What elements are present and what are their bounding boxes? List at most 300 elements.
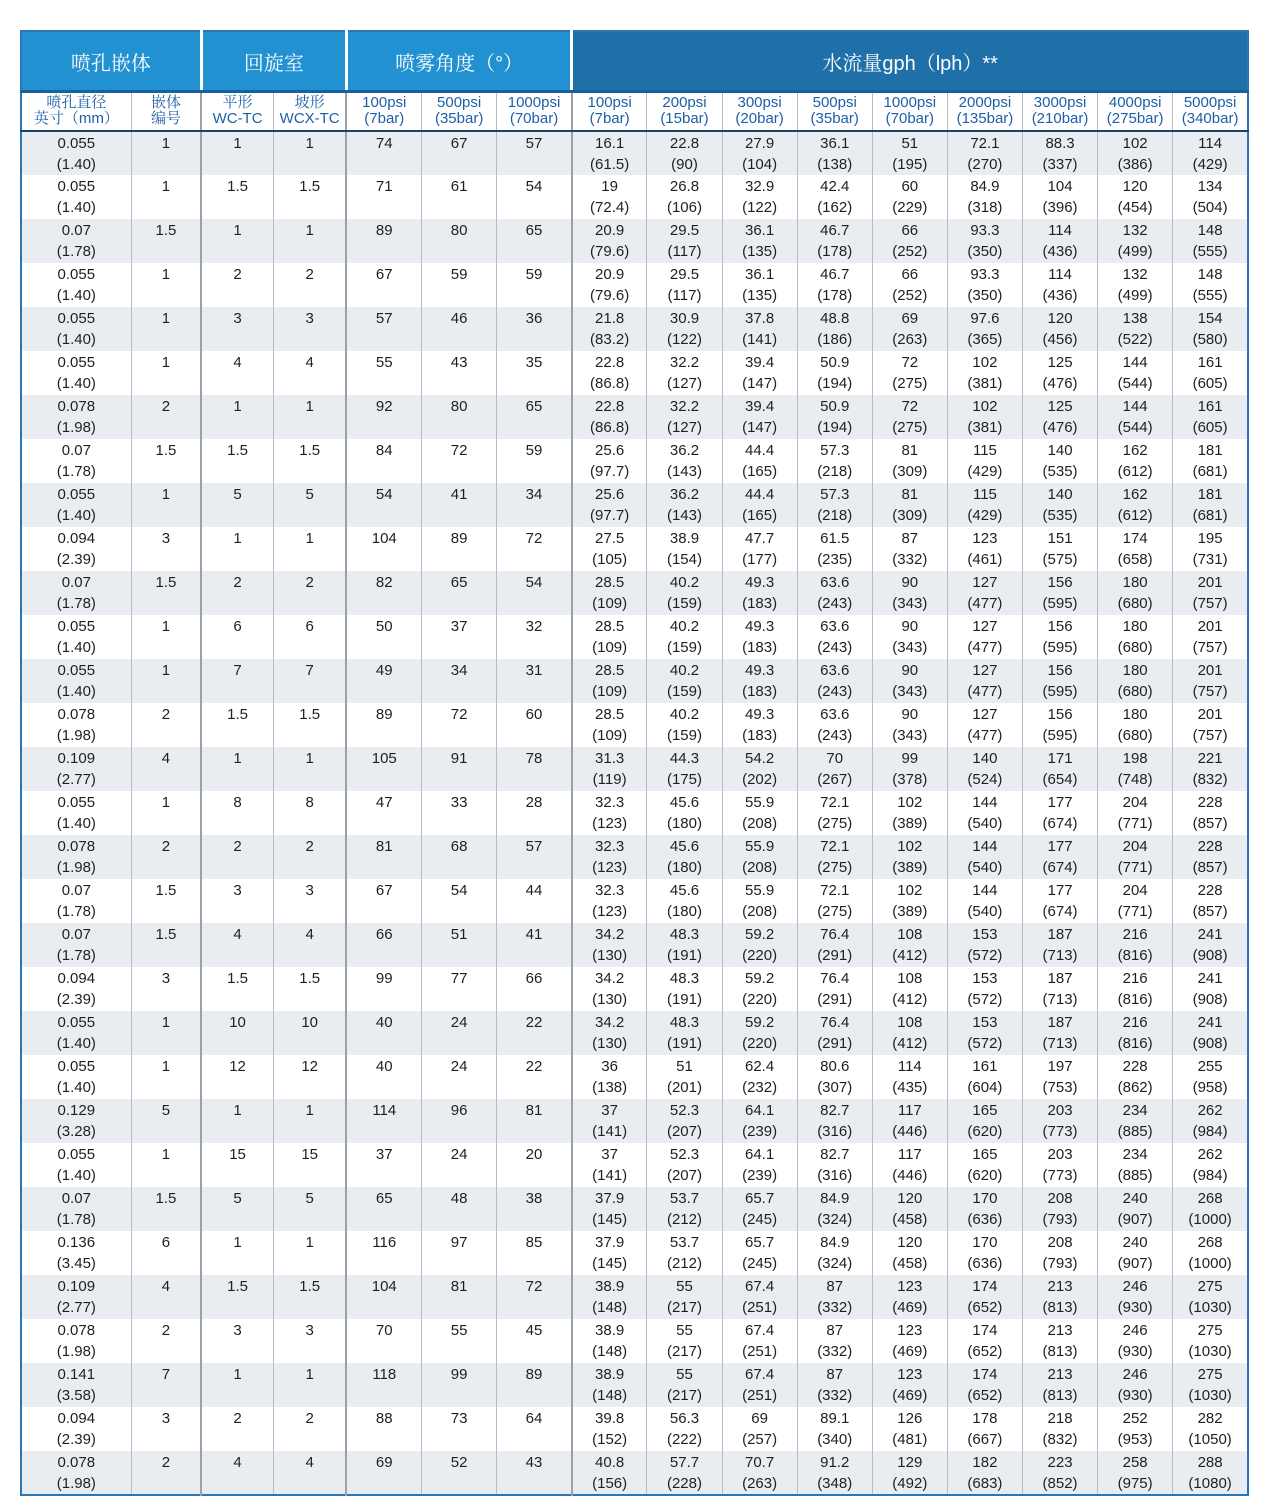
- table-cell: [131, 879, 201, 923]
- table-cell: [572, 791, 647, 835]
- cell-line: 20: [525, 1146, 543, 1163]
- cell-line: 33: [450, 794, 468, 811]
- table-cell: [872, 923, 947, 967]
- table-row: [21, 1143, 1248, 1187]
- cell-line: 3: [161, 530, 171, 547]
- table-cell: [346, 131, 421, 175]
- cell-line: 148: [1197, 266, 1223, 283]
- table-cell: [572, 879, 647, 923]
- cell-line: 38.9: [595, 1278, 625, 1295]
- cell-line: 22.8: [595, 398, 625, 415]
- cell-line: 32: [525, 618, 543, 635]
- cell-line: 50.9: [820, 398, 850, 415]
- table-cell: [201, 1187, 273, 1231]
- cell-line: (86.8): [590, 419, 630, 436]
- table-cell: [1022, 1451, 1097, 1495]
- cell-line: 197: [1047, 1058, 1073, 1075]
- cell-line: (208): [742, 815, 778, 832]
- cell-line: 90: [901, 662, 919, 679]
- cell-line: 50: [375, 618, 393, 635]
- table-cell: [21, 615, 131, 659]
- cell-line: 1.5: [227, 178, 248, 195]
- table-cell: [1022, 967, 1097, 1011]
- cell-line: 48: [450, 1190, 468, 1207]
- table-cell: [947, 1055, 1022, 1099]
- cell-line: (220): [742, 947, 778, 964]
- table-cell: [1098, 219, 1173, 263]
- cell-line: (857): [1192, 903, 1228, 920]
- table-cell: [201, 1099, 273, 1143]
- table-cell: [131, 923, 201, 967]
- cell-line: 0.136: [57, 1234, 96, 1251]
- table-cell: [131, 659, 201, 703]
- cell-line: (713): [1042, 991, 1078, 1008]
- cell-line: (191): [666, 991, 702, 1008]
- table-cell: [872, 659, 947, 703]
- cell-line: (524): [967, 771, 1003, 788]
- header-line: (275bar): [1106, 110, 1164, 127]
- table-row: [21, 1011, 1248, 1055]
- cell-line: (135): [742, 243, 778, 260]
- cell-line: 3: [233, 882, 242, 899]
- cell-line: (332): [892, 551, 928, 568]
- table-cell: [346, 439, 421, 483]
- table-cell: [572, 967, 647, 1011]
- table-cell: [346, 967, 421, 1011]
- cell-line: (620): [967, 1123, 1003, 1140]
- cell-line: 54: [375, 486, 393, 503]
- cell-line: 40.2: [669, 706, 700, 723]
- table-cell: [422, 835, 497, 879]
- table-cell: [722, 395, 797, 439]
- header-line: WC-TC: [212, 110, 263, 127]
- table-cell: [273, 659, 346, 703]
- table-cell: [273, 351, 346, 395]
- cell-line: 1.5: [299, 442, 321, 459]
- cell-line: 59.2: [745, 1014, 775, 1031]
- cell-line: 187: [1047, 1014, 1073, 1031]
- table-cell: [872, 263, 947, 307]
- table-cell: [346, 527, 421, 571]
- header-line: 300psi: [737, 94, 782, 111]
- cell-line: 41: [450, 486, 468, 503]
- cell-line: 44: [525, 882, 543, 899]
- cell-line: (499): [1117, 243, 1153, 260]
- header-line: (35bar): [434, 110, 484, 127]
- cell-line: 59.2: [745, 970, 775, 987]
- cell-line: 66: [375, 926, 393, 943]
- table-cell: [797, 747, 872, 791]
- cell-line: 2: [233, 1410, 242, 1427]
- cell-line: (389): [892, 859, 928, 876]
- cell-line: (191): [666, 947, 702, 964]
- cell-line: (535): [1042, 463, 1078, 480]
- header-line: 坡形: [294, 94, 325, 111]
- table-cell: [572, 659, 647, 703]
- cell-line: 72.1: [820, 838, 850, 855]
- cell-line: (580): [1192, 331, 1228, 348]
- table-cell: [1098, 1275, 1173, 1319]
- cell-line: 5: [233, 1190, 242, 1207]
- table-cell: [797, 351, 872, 395]
- cell-line: (350): [967, 243, 1003, 260]
- cell-line: (141): [592, 1167, 628, 1184]
- table-cell: [131, 131, 201, 175]
- cell-line: (975): [1117, 1475, 1153, 1492]
- cell-line: (1.78): [56, 595, 96, 612]
- table-cell: [201, 307, 273, 351]
- cell-line: 153: [972, 926, 998, 943]
- table-cell: [1022, 703, 1097, 747]
- cell-line: 120: [897, 1234, 923, 1251]
- table-cell: [201, 1143, 273, 1187]
- cell-line: 1: [305, 750, 314, 767]
- cell-line: 174: [1122, 530, 1148, 547]
- cell-line: 201: [1197, 706, 1223, 723]
- table-cell: [201, 527, 273, 571]
- cell-line: 45.6: [669, 838, 700, 855]
- table-cell: [1022, 1407, 1097, 1451]
- table-cell: [947, 1143, 1022, 1187]
- cell-line: 208: [1047, 1190, 1073, 1207]
- table-cell: [497, 923, 572, 967]
- table-cell: [647, 1011, 722, 1055]
- table-cell: [21, 175, 131, 219]
- cell-line: 97.6: [970, 310, 1000, 327]
- cell-line: 63.6: [820, 706, 850, 723]
- cell-line: 129: [897, 1454, 923, 1471]
- column-header-flow-500psi: [797, 92, 872, 132]
- table-cell: [131, 1451, 201, 1495]
- cell-line: 51: [901, 135, 919, 152]
- cell-line: 0.055: [57, 1014, 96, 1031]
- table-cell: [497, 1319, 572, 1363]
- cell-line: 0.094: [57, 970, 96, 987]
- cell-line: 31.3: [595, 750, 625, 767]
- cell-line: (771): [1117, 903, 1153, 920]
- cell-line: 204: [1122, 794, 1148, 811]
- table-cell: [647, 175, 722, 219]
- cell-line: 64.1: [745, 1146, 775, 1163]
- table-cell: [497, 1451, 572, 1495]
- cell-line: (307): [817, 1079, 853, 1096]
- table-cell: [131, 791, 201, 835]
- cell-line: 0.094: [57, 530, 96, 547]
- cell-line: 120: [1047, 310, 1073, 327]
- cell-line: (436): [1042, 243, 1078, 260]
- cell-line: (680): [1117, 727, 1153, 744]
- cell-line: 144: [972, 882, 998, 899]
- table-cell: [947, 791, 1022, 835]
- table-cell: [722, 1099, 797, 1143]
- cell-line: 1.5: [155, 574, 177, 591]
- table-cell: [1173, 307, 1248, 351]
- table-cell: [1022, 351, 1097, 395]
- cell-line: 3: [161, 1410, 171, 1427]
- cell-line: (773): [1042, 1123, 1078, 1140]
- cell-line: 1.5: [227, 706, 248, 723]
- cell-line: (117): [667, 243, 702, 260]
- cell-line: 48.3: [669, 926, 700, 943]
- cell-line: (104): [742, 156, 778, 173]
- section-header-orifice-insert: 喷孔嵌体: [21, 31, 201, 92]
- cell-line: 144: [972, 838, 998, 855]
- table-cell: [422, 131, 497, 175]
- cell-line: (813): [1042, 1343, 1078, 1360]
- cell-line: 282: [1197, 1410, 1223, 1427]
- table-cell: [797, 527, 872, 571]
- table-cell: [21, 923, 131, 967]
- cell-line: 127: [972, 574, 998, 591]
- cell-line: (202): [742, 771, 778, 788]
- table-cell: [273, 1011, 346, 1055]
- table-cell: [346, 571, 421, 615]
- table-cell: [422, 1187, 497, 1231]
- cell-line: 218: [1047, 1410, 1073, 1427]
- table-cell: [21, 747, 131, 791]
- cell-line: (123): [592, 859, 628, 876]
- cell-line: 221: [1197, 750, 1223, 767]
- cell-line: (177): [742, 551, 778, 568]
- column-header-flow-4000psi: [1098, 92, 1173, 132]
- cell-line: 1: [233, 222, 242, 239]
- cell-line: 1.5: [299, 178, 321, 195]
- table-row: [21, 571, 1248, 615]
- cell-line: 178: [972, 1410, 998, 1427]
- cell-line: 208: [1047, 1234, 1073, 1251]
- table-cell: [722, 1451, 797, 1495]
- table-cell: [346, 1407, 421, 1451]
- cell-line: (885): [1117, 1167, 1153, 1184]
- cell-line: 1: [305, 1234, 314, 1251]
- cell-line: (1.78): [56, 947, 96, 964]
- cell-line: (159): [666, 727, 702, 744]
- cell-line: (731): [1192, 551, 1228, 568]
- table-row: [21, 307, 1248, 351]
- cell-line: 144: [1122, 354, 1148, 371]
- cell-line: 0.055: [57, 310, 96, 327]
- cell-line: 72: [901, 354, 919, 371]
- cell-line: 0.07: [61, 926, 91, 943]
- cell-line: 0.078: [57, 398, 96, 415]
- cell-line: 162: [1122, 442, 1148, 459]
- cell-line: 70: [826, 750, 844, 767]
- cell-line: (652): [967, 1299, 1003, 1316]
- cell-line: 54: [450, 882, 468, 899]
- cell-line: (291): [817, 991, 853, 1008]
- cell-line: (212): [666, 1211, 702, 1228]
- cell-line: 99: [901, 750, 919, 767]
- cell-line: 1.5: [299, 1278, 321, 1295]
- cell-line: 216: [1122, 970, 1148, 987]
- table-cell: [1022, 483, 1097, 527]
- cell-line: (1000): [1188, 1255, 1232, 1272]
- cell-line: 102: [897, 838, 923, 855]
- cell-line: 57: [525, 135, 543, 152]
- cell-line: 34.2: [595, 970, 625, 987]
- table-cell: [722, 835, 797, 879]
- cell-line: 70.7: [745, 1454, 775, 1471]
- table-cell: [21, 1451, 131, 1495]
- cell-line: 49.3: [745, 618, 775, 635]
- cell-line: (275): [892, 419, 928, 436]
- cell-line: (595): [1042, 683, 1078, 700]
- cell-line: 32.2: [669, 354, 700, 371]
- table-cell: [346, 879, 421, 923]
- cell-line: 47.7: [745, 530, 775, 547]
- table-cell: [947, 263, 1022, 307]
- cell-line: 1: [233, 1366, 242, 1383]
- cell-line: 241: [1197, 1014, 1223, 1031]
- cell-line: 34: [450, 662, 468, 679]
- table-cell: [273, 1451, 346, 1495]
- header-line: 1000psi: [507, 94, 561, 111]
- cell-line: (793): [1042, 1211, 1078, 1228]
- cell-line: 67.4: [745, 1366, 775, 1383]
- table-cell: [497, 571, 572, 615]
- cell-line: 181: [1197, 442, 1223, 459]
- cell-line: (658): [1117, 551, 1153, 568]
- cell-line: 123: [897, 1322, 923, 1339]
- table-row: [21, 879, 1248, 923]
- table-cell: [422, 791, 497, 835]
- table-row: [21, 1187, 1248, 1231]
- cell-line: (757): [1192, 595, 1228, 612]
- table-cell: [1022, 1055, 1097, 1099]
- table-cell: [647, 615, 722, 659]
- cell-line: (183): [742, 595, 778, 612]
- cell-line: (105): [592, 551, 628, 568]
- table-cell: [722, 1275, 797, 1319]
- table-cell: [346, 1319, 421, 1363]
- table-cell: [273, 923, 346, 967]
- table-cell: [797, 923, 872, 967]
- cell-line: 72.1: [820, 794, 850, 811]
- table-cell: [1022, 835, 1097, 879]
- header-line: 平形: [222, 94, 253, 111]
- cell-line: 6: [305, 618, 314, 635]
- table-cell: [872, 131, 947, 175]
- cell-line: 49.3: [745, 706, 775, 723]
- table-cell: [572, 835, 647, 879]
- cell-line: (263): [892, 331, 928, 348]
- table-cell: [1173, 791, 1248, 835]
- cell-line: 63.6: [820, 662, 850, 679]
- cell-line: 114: [897, 1058, 922, 1075]
- cell-line: 84.9: [820, 1234, 850, 1251]
- cell-line: (159): [666, 683, 702, 700]
- column-header-flow-3000psi: [1022, 92, 1097, 132]
- cell-line: 0.094: [57, 1410, 96, 1427]
- cell-line: 39.4: [745, 398, 775, 415]
- table-cell: [422, 1099, 497, 1143]
- header-line: (35bar): [810, 110, 859, 127]
- cell-line: 87: [901, 530, 919, 547]
- table-cell: [947, 1451, 1022, 1495]
- table-cell: [797, 703, 872, 747]
- table-cell: [647, 263, 722, 307]
- table-cell: [273, 131, 346, 175]
- table-cell: [1098, 131, 1173, 175]
- cell-line: 10: [229, 1014, 246, 1031]
- cell-line: 72.1: [820, 882, 850, 899]
- cell-line: 258: [1122, 1454, 1148, 1471]
- cell-line: (984): [1192, 1167, 1228, 1184]
- cell-line: (337): [1042, 156, 1078, 173]
- cell-line: (79.6): [590, 287, 630, 304]
- cell-line: 48.3: [669, 970, 700, 987]
- cell-line: 1: [233, 398, 242, 415]
- table-cell: [21, 1099, 131, 1143]
- table-cell: [1098, 1407, 1173, 1451]
- cell-line: 81: [375, 838, 393, 855]
- table-cell: [131, 527, 201, 571]
- table-cell: [21, 879, 131, 923]
- cell-line: 80: [450, 398, 468, 415]
- cell-line: (429): [1192, 156, 1228, 173]
- cell-line: 54: [525, 178, 543, 195]
- cell-line: 40.2: [669, 618, 700, 635]
- table-cell: [1173, 483, 1248, 527]
- table-cell: [1173, 263, 1248, 307]
- cell-line: 29.5: [669, 266, 700, 283]
- cell-line: (476): [1042, 419, 1078, 436]
- cell-line: 81: [450, 1278, 468, 1295]
- cell-line: 76.4: [820, 970, 850, 987]
- table-cell: [872, 307, 947, 351]
- cell-line: (540): [967, 815, 1003, 832]
- table-cell: [722, 527, 797, 571]
- cell-line: (544): [1117, 419, 1153, 436]
- cell-line: (61.5): [590, 156, 630, 173]
- table-cell: [572, 219, 647, 263]
- cell-line: (469): [892, 1343, 928, 1360]
- cell-line: 93.3: [970, 266, 1000, 283]
- cell-line: 115: [972, 442, 997, 459]
- table-cell: [201, 351, 273, 395]
- table-cell: [21, 791, 131, 835]
- cell-line: 7: [305, 662, 314, 679]
- cell-line: 69: [901, 310, 919, 327]
- cell-line: (389): [892, 815, 928, 832]
- table-cell: [21, 483, 131, 527]
- cell-line: (175): [666, 771, 702, 788]
- cell-line: 1: [161, 178, 171, 195]
- cell-line: 1: [161, 1014, 171, 1031]
- table-cell: [131, 175, 201, 219]
- cell-line: 36.1: [745, 222, 775, 239]
- table-cell: [1173, 747, 1248, 791]
- table-cell: [947, 1275, 1022, 1319]
- table-cell: [273, 791, 346, 835]
- table-cell: [722, 1187, 797, 1231]
- table-cell: [21, 1055, 131, 1099]
- cell-line: 117: [897, 1102, 922, 1119]
- cell-line: (324): [817, 1255, 853, 1272]
- cell-line: 22.8: [595, 354, 625, 371]
- cell-line: 1: [161, 135, 171, 152]
- cell-line: 0.078: [57, 706, 96, 723]
- cell-line: (251): [742, 1387, 778, 1404]
- table-cell: [422, 1275, 497, 1319]
- cell-line: 15: [229, 1146, 246, 1163]
- cell-line: (544): [1117, 375, 1153, 392]
- cell-line: 1: [305, 135, 314, 152]
- cell-line: (3.58): [56, 1387, 96, 1404]
- table-cell: [422, 351, 497, 395]
- table-cell: [1173, 879, 1248, 923]
- cell-line: (143): [666, 463, 702, 480]
